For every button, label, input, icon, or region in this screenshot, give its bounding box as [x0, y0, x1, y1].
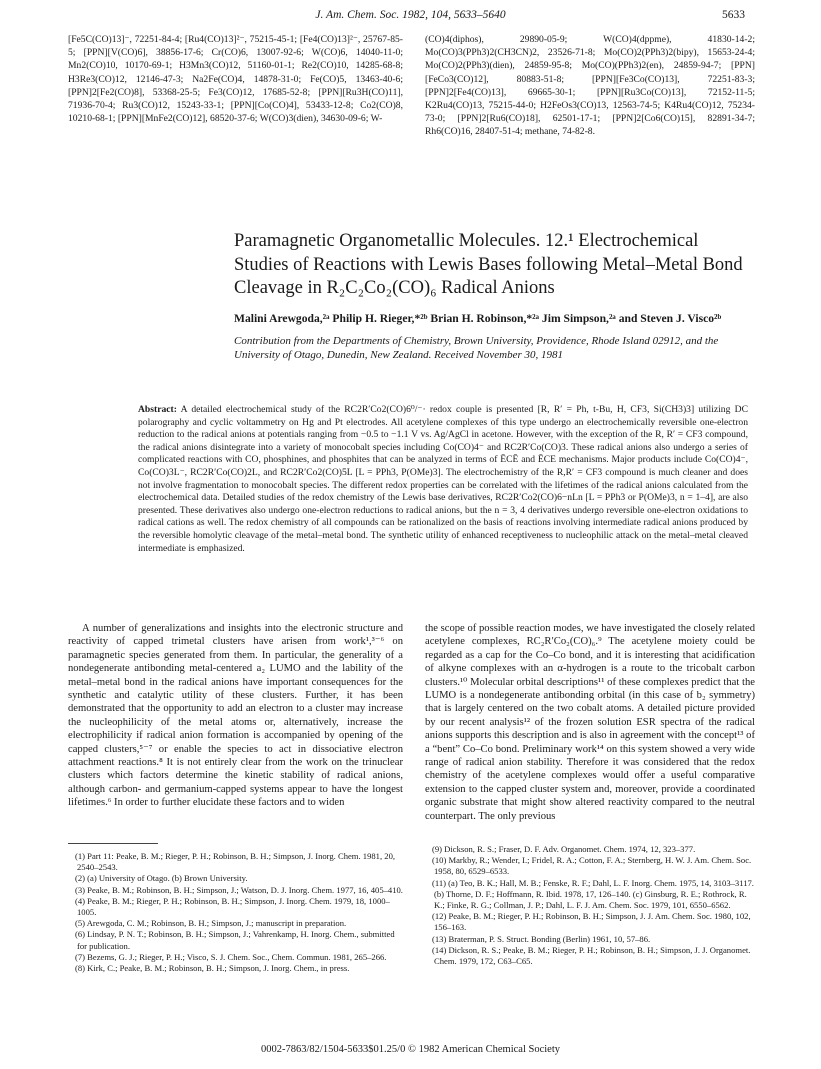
- body-paragraph: the scope of possible reaction modes, we have investigated the closely related acetylene complexes, RC₂R′Co₂(CO)₆.⁹ The acetylene moiety could be regarded as a cap for the Co–Co bond, and it is interesting that acidification of alkyne complexes with an α-hydrogen is a route to the tricobalt carbon clusters.¹⁰ Molecular orbital descriptions¹¹ of these complexes predict that the LUMO is a nondegenerate antibonding orbital (in this case of b₂ symmetry) that is largely centered on the two cobalt atoms. A detailed picture provided by our recent analysis¹² of the frozen solution ESR spectra of the radical anions supports this description and is also in agreement with the concept¹³ of a “bent” Co–Co bond. Preliminary work¹⁴ on this system showed a very wide range of radical anion stability. Therefore it was considered that the redox chemistry of the acetylene complexes would offer a useful comparative extension to the capped cluster system and, moreover, provide a coordinated organic substrate that might show altered reactivity compared to the neutral counterpart. The only previous: [425, 623, 755, 822]
- footnotes-right: [425, 844, 755, 967]
- footnote: (9) Dickson, R. S.; Fraser, D. F. Adv. Organomet. Chem. 1974, 12, 323–377.: [432, 844, 696, 854]
- abstract-text: A detailed electrochemical study of the RC2R′Co2(CO)6⁰/⁻· redox couple is presented [R, R′ = Ph, t-Bu, H, CF3, Si(CH3)3] utilizing DC polarography and cyclic voltammetry on Hg and Pt electrodes. All acetylene complexes of this type undergo an electrochemically reversible one-electron reduction to the radical anions at potentials ranging from −0.5 to −1.1 V vs. Ag/AgCl in acetone. However, with the exception of the R, R′ = CF3 compound, the radical anions disintegrate into a variety of monocobalt species including Co(CO)4⁻ and RC2R′Co(CO)3. These radical anions also undergo a series of complicated reactions with CO, phosphines, and phosphites that can be analyzed in terms of ĒCĒ and ĒCE mechanisms. Major products include Co(CO)4⁻, Co(CO)3L⁻, RC2R′Co(CO)2L, and RC2R′Co2(CO)5L [L = PPh3, P(OMe)3]. The electrochemistry of the R,R′ = CF3 compound is much cleaner and does not involve fragmentation to monocobalt species. The different redox properties can be correlated with the lifetimes of the radical anions calculated from the electrochemical data. Detailed studies of the redox chemistry of the Lewis base derivatives, RC2R′Co2(CO)6−nLn [L = PPh3 or P(OMe)3, n = 1–4], are also presented. These derivatives also undergo one-electron reductions to radical anions, but the n = 3, 4 derivatives undergo reversible one-electron oxidations to radical cations as well. The redox chemistry of all compounds can be rationalized on the basis of reactions involving intermediate radical anions produced by the reversible homolytic cleavage of the metal–metal bond. The synthetic utility of enhanced receptiveness to nucleophilic attack on the metal–metal cleaved intermediate is emphasized.: [138, 404, 748, 554]
- footnote: (5) Arewgoda, C. M.; Robinson, B. H.; Simpson, J.; manuscript in preparation.: [75, 918, 347, 929]
- footnote: (13) Braterman, P. S. Struct. Bonding (Berlin) 1961, 10, 57–86.: [432, 933, 651, 944]
- footnote: (14) Dickson, R. S.; Peake, B. M.; Rieger, P. H.; Robinson, B. H.; Simpson, J. J. Organomet. Chem. 1979, 172, C63–C65.: [432, 944, 751, 967]
- page-number: 5633: [722, 9, 745, 21]
- footnote: (3) Peake, B. M.; Robinson, B. H.; Simpson, J.; Watson, D. J. Inorg. Chem. 1977, 16, 405–410.: [75, 884, 403, 895]
- body-column-left: [68, 622, 403, 810]
- footnote: (2) (a) University of Otago. (b) Brown University.: [75, 873, 248, 884]
- running-head: J. Am. Chem. Soc. 1982, 104, 5633–5640: [315, 9, 506, 21]
- registry-numbers-right: (CO)4(diphos), 29890-05-9; W(CO)4(dppme), 41830-14-2; Mo(CO)3(PPh3)2(CH3CN)2, 23526-71-8; Mo(CO)2(PPh3)2(bipy), 15653-24-4; Mo(CO)2(PPh3)(dien), 24859-95-8; Mo(CO)(PPh3)2(en), 24859-94-7; [PPN][FeCo3(CO)12], 80883-51-8; [PPN][Fe3Co(CO)13], 72251-83-3; [PPN]2[Fe4(CO)13], 69665-30-1; [PPN][Ru3Co(CO)13], 72152-11-5; K2Ru4(CO)13, 75215-44-0; H2FeOs3(CO)13, 12563-74-5; K4Ru4(CO)12, 75234-73-0; [PPN]2[Ru6(CO)18], 62501-17-1; [PPN]2[Co6(CO)15], 82891-34-7; Rh6(CO)16, 28407-51-4; methane, 74-82-8.: [425, 34, 755, 138]
- article-title: Paramagnetic Organometallic Molecules. 12.¹ Electrochemical Studies of Reactions with Lewis Bases following Metal–Metal Bond Cleavage in R₂C₂Co₂(CO)₆ Radical Anions: [234, 231, 743, 298]
- body-column-right: [425, 622, 755, 823]
- footnote: (10) Markby, R.; Wender, I.; Fridel, R. A.; Cotton, F. A.; Sternberg, H. W. J. Am. Chem. Soc. 1958, 80, 6529–6533.: [432, 855, 752, 877]
- copyright-footer: 0002-7863/82/1504-5633$01.25/0 © 1982 American Chemical Society: [260, 1044, 561, 1055]
- footnote: (6) Lindsay, P. N. T.; Robinson, B. H.; Simpson, J.; Vahrenkamp, H. Inorg. Chem., submitted for publication.: [75, 929, 395, 951]
- article-header: [234, 230, 754, 362]
- footnote-rule: [68, 843, 158, 844]
- footnote: (1) Part 11: Peake, B. M.; Rieger, P. H.; Robinson, B. H.; Simpson, J. Inorg. Chem. 1981, 20, 2540–2543.: [75, 851, 396, 873]
- abstract: [138, 404, 748, 555]
- body-paragraph: A number of generalizations and insights into the electronic structure and reactivity of capped trimetal clusters have arisen from work¹,³⁻⁶ on paramagnetic species generated from them. In particular, the generality of a nondegenerate antibonding metal-centered a₂ LUMO and the lability of the metal–metal bond in the radical anions have important consequences for the synthetic and catalytic utility of these clusters. Further, it has been demonstrated that the opportunity to add an electron to a cluster may increase the nucleophilicity of the metal atoms or, alternatively, increase the electrophilicity if radical anion formation is accompanied by opening of the capped clusters,⁵⁻⁷ or enable the species to act in dissociative electron attachment reactions.⁸ It is not entirely clear from the work on the trinuclear clusters which factors determine the kinetic stability of radical anions, although carbon- and germanium-capped systems appear to have the longest lifetimes.⁶ In order to further elucidate these factors and to widen: [68, 623, 403, 809]
- footnote: (11) (a) Teo, B. K.; Hall, M. B.; Fenske, R. F.; Dahl, L. F. Inorg. Chem. 1975, 14, 3103–3117. (b) Thorne, D. F.; Hoffmann, R. Ibid. 1978, 17, 126–140. (c) Ginsburg, R. E.; Rothrock, R. K.; Finke, R. G.; Collman, J. P.; Dahl, L. F. J. Am. Chem. Soc. 1979, 101, 6550–6562.: [432, 877, 754, 911]
- footnote: (8) Kirk, C.; Peake, B. M.; Robinson, B. H.; Simpson, J. Inorg. Chem., in press.: [75, 963, 350, 974]
- author-list: Malini Arewgoda,²ᵃ Philip H. Rieger,*²ᵇ Brian H. Robinson,*²ᵃ Jim Simpson,²ᵃ and Steven J. Visco²ᵇ: [234, 311, 722, 325]
- affiliation: Contribution from the Departments of Chemistry, Brown University, Providence, Rhode Island 02912, and the University of Otago, Dunedin, New Zealand. Received November 30, 1981: [234, 334, 719, 361]
- footnote: (12) Peake, B. M.; Rieger, P. H.; Robinson, B. H.; Simpson, J. J. Am. Chem. Soc. 1980, 102, 156–163.: [432, 911, 751, 933]
- footnote: (4) Peake, B. M.; Rieger, P. H.; Robinson, B. H.; Simpson, J. Inorg. Chem. 1979, 18, 1000–1005.: [75, 895, 390, 918]
- footnotes-left: [68, 851, 403, 974]
- abstract-label: Abstract:: [138, 404, 177, 415]
- registry-numbers-left: [Fe5C(CO)13]⁻, 72251-84-4; [Ru4(CO)13]²⁻, 75215-45-1; [Fe4(CO)13]²⁻, 25767-85-5; [PPN][V(CO)6], 38856-17-6; Cr(CO)6, 13007-92-6; W(CO)6, 14040-11-0; Mn2(CO)10, 10170-69-1; H3Mn3(CO)12, 51160-01-1; Re2(CO)10, 14285-68-8; H3Re3(CO)12, 12146-47-3; Na2Fe(CO)4, 14878-31-0; Fe(CO)5, 13463-40-6; [PPN]2[Fe2(CO)8], 53368-25-5; Fe3(CO)12, 17685-52-8; [PPN][Ru3H(CO)11], 71936-70-4; Ru3(CO)12, 15243-33-1; [PPN][Co(CO)4], 53433-12-8; Co2(CO)8, 10210-68-1; [PPN][MnFe2(CO)12], 68520-37-6; W(CO)3(dien), 34630-09-6; W-: [68, 34, 403, 125]
- footnote: (7) Bezems, G. J.; Rieger, P. H.; Visco, S. J. Chem. Soc., Chem. Commun. 1981, 265–266.: [75, 951, 387, 962]
